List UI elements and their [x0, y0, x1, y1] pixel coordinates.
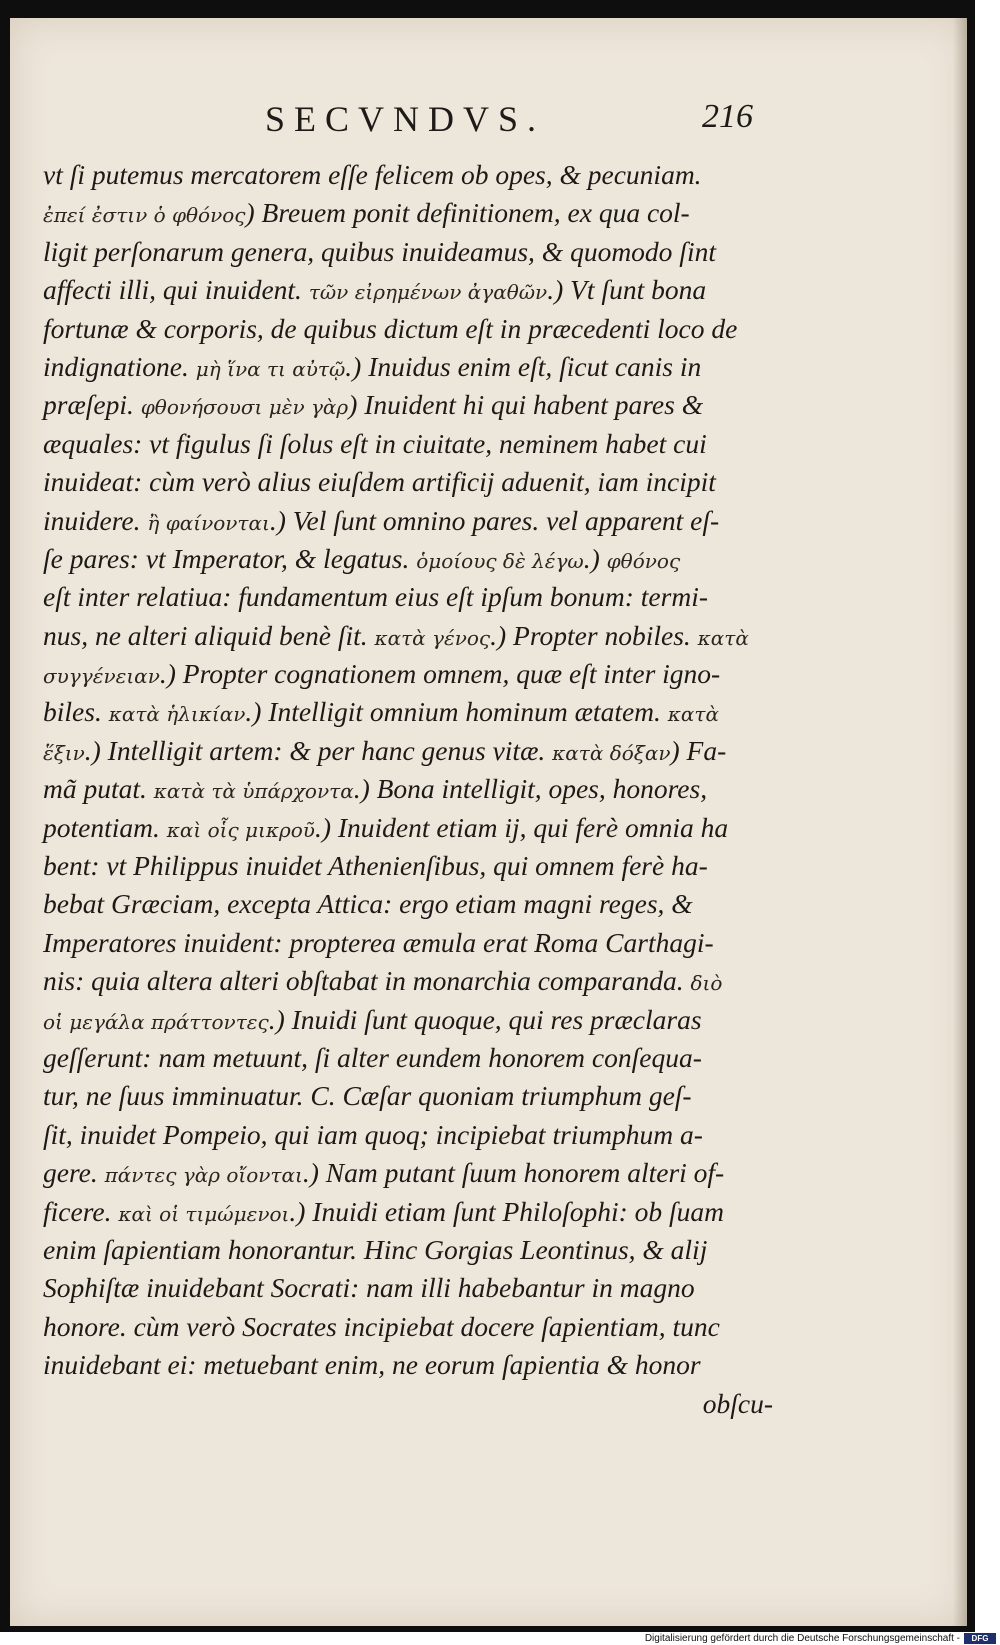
latin-text: ficere. — [43, 1195, 119, 1227]
text-line — [43, 847, 783, 885]
latin-text: mã putat. — [43, 773, 154, 805]
greek-lemma: οἱ μεγάλα πράττοντες — [43, 1009, 269, 1034]
latin-text: affecti illi, qui inuident. — [43, 274, 309, 306]
latin-text: ſit, inuidet Pompeio, qui iam quoq; incipiebat triumphum a- — [43, 1118, 703, 1150]
text-line — [43, 1346, 783, 1384]
page-number: 216 — [702, 98, 753, 135]
latin-text: ) Inuident hi qui habent pares & — [348, 389, 704, 421]
latin-text: bent: vt Philippus inuidet Athenienſibus, qui omnem ferè ha- — [43, 850, 708, 882]
greek-lemma: κατὰ — [667, 702, 719, 727]
latin-text: inuidebant ei: metuebant enim, ne eorum ſapientia & honor — [43, 1349, 701, 1381]
latin-text: ligit perſonarum genera, quibus inuideamus, & quomodo ſint — [43, 235, 716, 267]
latin-text: bebat Græciam, excepta Attica: ergo etiam magni reges, & — [43, 888, 693, 920]
greek-lemma: κατὰ γένος — [374, 625, 491, 650]
text-line — [43, 386, 783, 424]
page-gutter-shadow — [953, 18, 967, 1626]
text-line — [43, 1077, 783, 1115]
footer-bar — [0, 1632, 1000, 1645]
text-line — [43, 693, 783, 731]
greek-lemma: ἢ φαίνονται — [147, 510, 270, 535]
greek-lemma: μὴ ἵνα τι αὐτῷ — [195, 356, 346, 381]
text-line — [43, 1231, 783, 1269]
greek-lemma: φθονήσουσι μὲν γὰρ — [140, 395, 349, 420]
text-line — [43, 578, 783, 616]
latin-text: æquales: vt figulus ſi ſolus eſt in ciuitate, neminem habet cui — [43, 427, 707, 459]
text-line — [43, 1193, 783, 1231]
latin-text: .) Vt ſunt bona — [547, 274, 707, 306]
latin-text: ſe pares: vt Imperator, & legatus. — [43, 542, 417, 574]
greek-lemma: κατὰ τὰ ὑπάρχοντα — [153, 779, 354, 804]
text-line — [43, 271, 783, 309]
text-line — [43, 156, 783, 194]
latin-text: nus, ne alteri aliquid benè ſit. — [43, 619, 375, 651]
body-text — [43, 156, 783, 1423]
latin-text: vt ſi putemus mercatorem eſſe felicem ob opes, & pecuniam. — [43, 159, 702, 190]
latin-text: eſt inter relatiua: fundamentum eius eſt ipſum bonum: termi- — [43, 581, 708, 613]
text-line — [43, 233, 783, 271]
text-line — [43, 348, 783, 386]
greek-lemma: συγγένειαν — [43, 664, 160, 689]
latin-text: .) Intelligit omnium hominum ætatem. — [245, 696, 668, 728]
text-line — [43, 1001, 783, 1039]
greek-lemma: πάντες γὰρ οἴονται — [104, 1163, 303, 1188]
text-line — [43, 1269, 783, 1307]
text-line — [43, 924, 783, 962]
latin-text: indignatione. — [43, 350, 196, 382]
running-head — [10, 98, 967, 148]
latin-text: fortunæ & corporis, de quibus dictum eſt in præcedenti loco de — [43, 312, 738, 344]
greek-lemma: κατὰ ἡλικίαν — [108, 702, 246, 727]
text-line — [43, 463, 783, 501]
latin-text: .) Nam putant ſuum honorem alteri of- — [302, 1157, 725, 1189]
latin-text: enim ſapientiam honorantur. Hinc Gorgias Leontinus, & alij — [43, 1233, 708, 1265]
greek-lemma: ὁμοίους δὲ λέγω — [416, 548, 584, 573]
latin-text: .) Propter cognationem omnem, quæ eſt inter igno- — [159, 658, 721, 690]
latin-text: .) Intelligit artem: & per hanc genus vitæ. — [84, 734, 553, 766]
text-line — [43, 770, 783, 808]
latin-text: Imperatores inuident: propterea æmula erat Roma Carthagi- — [43, 926, 714, 958]
greek-lemma: ἕξιν — [43, 740, 85, 765]
text-line — [43, 732, 783, 770]
latin-text: nis: quia altera alteri obſtabat in monarchia comparanda. — [43, 965, 691, 997]
greek-lemma: φθόνος — [606, 548, 681, 573]
greek-lemma: καὶ οἱ τιμώμενοι — [118, 1201, 290, 1226]
text-line — [43, 1308, 783, 1346]
greek-lemma: κατὰ δόξαν — [552, 740, 671, 765]
text-line — [43, 885, 783, 923]
catchword: obſcu- — [702, 1387, 773, 1419]
greek-lemma: τῶν εἰρημένων ἀγαθῶν — [308, 280, 548, 305]
text-line — [43, 310, 783, 348]
running-title: SECVNDVS. — [265, 99, 546, 139]
text-line — [43, 1116, 783, 1154]
greek-lemma: διὸ — [690, 971, 723, 996]
latin-text: .) Inuidus enim eſt, ſicut canis in — [345, 350, 702, 382]
latin-text: inuideat: cùm verò alius eiuſdem artificij aduenit, iam incipit — [43, 466, 716, 498]
text-line — [43, 1154, 783, 1192]
latin-text: .) Propter nobiles. — [490, 619, 698, 651]
latin-text: gere. — [43, 1157, 105, 1189]
text-line — [43, 425, 783, 463]
latin-text: biles. — [43, 696, 109, 728]
latin-text: potentiam. — [43, 811, 167, 843]
text-line — [43, 962, 783, 1000]
latin-text: .) Vel ſunt omnino pares. vel apparent eſ- — [269, 504, 720, 536]
greek-lemma: ἐπεί ἐστιν ὁ φθόνος — [43, 203, 246, 228]
latin-text: ) Breuem ponit definitionem, ex qua col- — [245, 197, 690, 229]
greek-lemma: καὶ οἷς μικροῦ — [166, 817, 315, 842]
latin-text: honore. cùm verò Socrates incipiebat docere ſapientiam, tunc — [43, 1310, 720, 1342]
text-line — [43, 655, 783, 693]
latin-text: geſſerunt: nam metuunt, ſi alter eundem honorem conſequa- — [43, 1041, 702, 1073]
text-line — [43, 1039, 783, 1077]
book-page — [10, 18, 967, 1626]
greek-lemma: κατὰ — [697, 625, 749, 650]
latin-text: ) Fa- — [670, 734, 727, 766]
latin-text: tur, ne ſuus imminuatur. C. Cæſar quoniam triumphum geſ- — [43, 1080, 692, 1112]
latin-text: inuidere. — [43, 504, 148, 536]
latin-text: .) Inuidi ſunt quoque, qui res præclaras — [268, 1003, 702, 1035]
latin-text: .) Bona intelligit, opes, honores, — [353, 773, 708, 805]
latin-text: Sophiſtæ inuidebant Socrati: nam illi habebantur in magno — [43, 1272, 695, 1304]
text-line — [43, 617, 783, 655]
text-line — [43, 809, 783, 847]
text-line — [43, 502, 783, 540]
latin-text: .) Inuidi etiam ſunt Philoſophi: ob ſuam — [289, 1195, 725, 1227]
funding-credit: Digitalisierung gefördert durch die Deutsche Forschungsgemeinschaft - — [644, 1633, 960, 1644]
text-line — [43, 540, 783, 578]
text-line — [43, 194, 783, 232]
latin-text: .) Inuident etiam ij, qui ferè omnia ha — [314, 811, 729, 843]
dfg-logo: DFG — [964, 1633, 996, 1644]
latin-text: .) — [583, 542, 607, 574]
latin-text: præſepi. — [43, 389, 141, 421]
